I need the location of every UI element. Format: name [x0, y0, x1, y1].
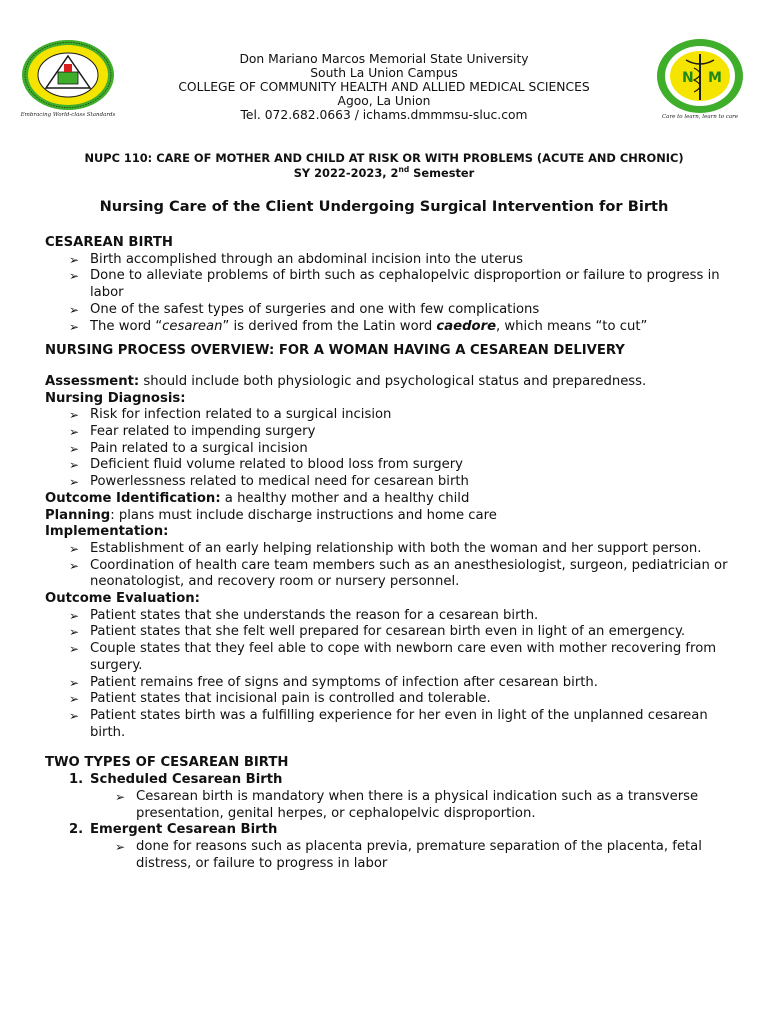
planning-text: : plans must include discharge instructions and home care: [110, 507, 497, 523]
university-name: Don Mariano Marcos Memorial State University: [239, 52, 529, 66]
contact-line: Tel. 072.682.0663 / ichams.dmmmsu-sluc.com: [240, 108, 528, 122]
list-item: ➢ Establishment of an early helping relationship with both the woman and her support person.: [45, 541, 735, 558]
planning-label: Planning: [45, 507, 111, 523]
section-heading-nursing-process: NURSING PROCESS OVERVIEW: FOR A WOMAN HAVING A CESAREAN DELIVERY: [45, 343, 625, 359]
etymology-term: cesarean: [162, 318, 223, 334]
list-item: ➢ Pain related to a surgical incision: [45, 441, 735, 458]
etymology-pre: The word “: [90, 318, 163, 334]
location: Agoo, La Union: [337, 94, 431, 108]
school-year-text: SY 2022-2023, 2: [293, 165, 399, 180]
university-seal: [20, 38, 116, 118]
semester-text: Semester: [409, 165, 475, 180]
list-item-etymology: [45, 319, 735, 336]
planning-line: [45, 508, 735, 525]
campus-name: South La Union Campus: [310, 66, 458, 80]
caduceus-seal-icon: [656, 38, 744, 114]
etymology-post: , which means “to cut”: [496, 318, 648, 334]
seal-letter-n: N: [682, 70, 694, 86]
course-heading: [0, 151, 768, 180]
list-item: ➢ Fear related to impending surgery: [45, 424, 735, 441]
list-item: ➢ Powerlessness related to medical need for cesarean birth: [45, 474, 735, 491]
school-year: [0, 166, 768, 181]
etymology-mid: ” is derived from the Latin word: [222, 318, 437, 334]
numbered-item: [45, 772, 735, 789]
outcome-identification-line: [45, 491, 735, 508]
list-item: ➢ Deficient fluid volume related to blood loss from surgery: [45, 457, 735, 474]
list-item: ➢ Couple states that they feel able to cope with newborn care even with mother recovering from surgery.: [45, 641, 735, 674]
college-name: COLLEGE OF COMMUNITY HEALTH AND ALLIED MEDICAL SCIENCES: [178, 80, 590, 94]
diagnosis-label: Nursing Diagnosis:: [45, 390, 186, 406]
assessment-line: [45, 374, 735, 391]
document-title: Nursing Care of the Client Undergoing Surgical Intervention for Birth: [99, 198, 669, 215]
outcome-identification-text: a healthy mother and a healthy child: [220, 490, 470, 506]
list-item: ➢ Birth accomplished through an abdominal incision into the uterus: [45, 252, 735, 269]
course-title: NUPC 110: CARE OF MOTHER AND CHILD AT RISK OR WITH PROBLEMS (ACUTE AND CHRONIC): [84, 151, 684, 165]
semester-ordinal: nd: [398, 164, 410, 174]
list-item: ➢ Done to alleviate problems of birth such as cephalopelvic disproportion or failure to progress in labor: [45, 268, 735, 301]
document-body: [45, 235, 735, 872]
college-seal: [654, 38, 746, 120]
list-item: ➢ Patient states that incisional pain is controlled and tolerable.: [45, 691, 735, 708]
university-seal-icon: [20, 38, 116, 112]
university-info: [150, 52, 618, 122]
item-number: 2.: [69, 822, 84, 838]
seal-letter-m: M: [708, 70, 722, 86]
implementation-label: Implementation:: [45, 524, 169, 540]
etymology-latin: caedore: [436, 318, 497, 334]
evaluation-label: Outcome Evaluation:: [45, 591, 200, 607]
left-logo-motto: Embracing World-class Standards: [20, 112, 116, 118]
right-logo-motto: Care to learn, learn to care: [661, 114, 739, 120]
numbered-item: [45, 822, 735, 839]
section-heading-cesarean: CESAREAN BIRTH: [45, 235, 173, 250]
letterhead: [0, 38, 768, 128]
item-label: Emergent Cesarean Birth: [90, 822, 278, 838]
list-item: ➢ One of the safest types of surgeries and one with few complications: [45, 302, 735, 319]
assessment-text: should include both physiologic and psychological status and preparedness.: [139, 373, 647, 389]
assessment-label: Assessment:: [45, 373, 140, 389]
list-item: ➢ Cesarean birth is mandatory when there is a physical indication such as a transverse presentation, genital herpes, or cephalopelvic disproportion.: [45, 789, 735, 822]
list-item: ➢ Risk for infection related to a surgical incision: [45, 407, 735, 424]
list-item: ➢ Patient states that she felt well prepared for cesarean birth even in light of an emergency.: [45, 624, 735, 641]
item-number: 1.: [69, 772, 84, 788]
item-label: Scheduled Cesarean Birth: [90, 772, 283, 788]
list-item: ➢ Coordination of health care team members such as an anesthesiologist, surgeon, pediatrician or neonatologist, and recovery room or nursery personnel.: [45, 558, 735, 591]
list-item: ➢ done for reasons such as placenta previa, premature separation of the placenta, fetal distress, or failure to progress in labor: [45, 839, 735, 872]
list-item: ➢ Patient states birth was a fulfilling experience for her even in light of the unplanned cesarean birth.: [45, 708, 735, 741]
list-item: ➢ Patient remains free of signs and symptoms of infection after cesarean birth.: [45, 675, 735, 692]
section-heading-types: TWO TYPES OF CESAREAN BIRTH: [45, 755, 289, 771]
list-item: ➢ Patient states that she understands the reason for a cesarean birth.: [45, 608, 735, 625]
outcome-identification-label: Outcome Identification:: [45, 490, 221, 506]
